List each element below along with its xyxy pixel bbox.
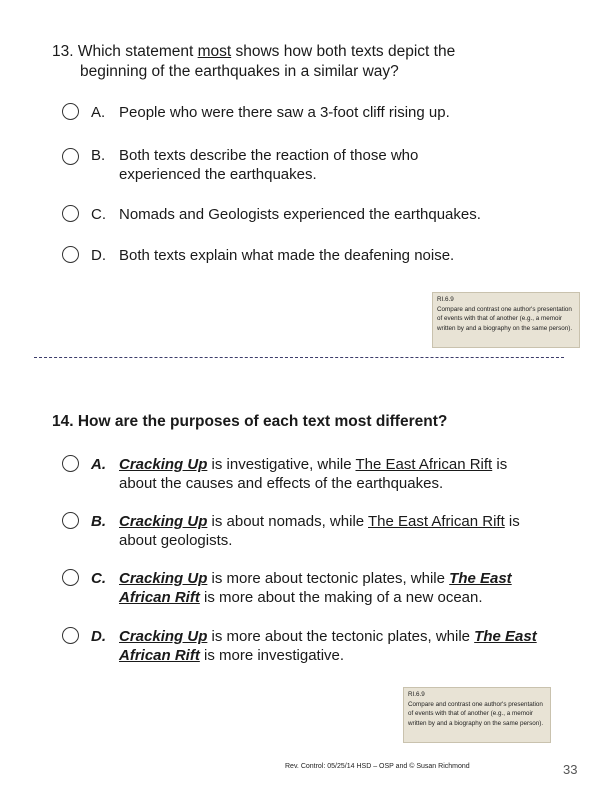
q13-title-line2: beginning of the earthquakes in a similar way? — [80, 63, 399, 80]
option-text: Both texts explain what made the deafening noise. — [119, 247, 455, 264]
option-text: is more about tectonic plates, while — [207, 570, 450, 587]
option-text: is investigative, while — [207, 456, 356, 473]
section-divider — [34, 357, 564, 358]
page-number: 33 — [563, 762, 578, 777]
radio-button[interactable] — [62, 205, 79, 222]
option-text: People who were there saw a 3-foot cliff rising up. — [119, 104, 450, 121]
question-14-title: 14. How are the purposes of each text most different? — [52, 413, 448, 430]
option-letter: C. — [91, 206, 106, 223]
radio-button[interactable] — [62, 627, 79, 644]
option-text: Both texts describe the reaction of those who — [119, 147, 419, 164]
option-text-line2: is more investigative. — [199, 647, 345, 664]
option-letter: B. — [91, 513, 106, 530]
q13-title-emphasis: most — [197, 43, 232, 60]
option-letter: A. — [91, 456, 106, 473]
text-title-ref: Cracking Up — [119, 628, 208, 645]
radio-button[interactable] — [62, 512, 79, 529]
text-title-ref: Cracking Up — [119, 513, 208, 530]
text-title-ref: The East — [449, 570, 512, 587]
q13-title-part2: shows how both texts depict the — [231, 43, 456, 60]
standard-box-q13 — [432, 292, 580, 348]
question-13-title — [52, 42, 572, 82]
option-letter: D. — [91, 628, 106, 645]
radio-button[interactable] — [62, 455, 79, 472]
option-text: is about nomads, while — [207, 513, 369, 530]
text-title-ref: The East — [474, 628, 537, 645]
option-letter: C. — [91, 570, 106, 587]
option-text-line2: about the causes and effects of the earthquakes. — [119, 475, 444, 492]
radio-button[interactable] — [62, 246, 79, 263]
standard-box-q14 — [403, 687, 551, 743]
standard-code: RI.6.9 — [408, 691, 425, 698]
text-title-ref: African Rift — [119, 647, 200, 664]
text-title-ref: The East African Rift — [355, 456, 493, 473]
footer-text: Rev. Control: 05/25/14 HSD – OSP and © Susan Richmond — [285, 763, 470, 770]
option-text: is — [492, 456, 508, 473]
option-text-line2: experienced the earthquakes. — [119, 166, 317, 183]
standard-code: RI.6.9 — [437, 296, 454, 303]
text-title-ref: African Rift — [119, 589, 200, 606]
text-title-ref: Cracking Up — [119, 570, 208, 587]
option-text: is — [504, 513, 520, 530]
radio-button[interactable] — [62, 569, 79, 586]
radio-button[interactable] — [62, 103, 79, 120]
standard-text: Compare and contrast one author's presentation of events with that of another (e.g., a memoir written by and a biography on the same person). — [437, 305, 573, 332]
option-text: Nomads and Geologists experienced the earthquakes. — [119, 206, 481, 223]
text-title-ref: Cracking Up — [119, 456, 208, 473]
q13-title-part1: 13. Which statement — [52, 43, 198, 60]
option-letter: D. — [91, 247, 106, 264]
text-title-ref: The East African Rift — [368, 513, 505, 530]
option-text-line2: about geologists. — [119, 532, 233, 549]
option-text-line2: is more about the making of a new ocean. — [199, 589, 483, 606]
option-letter: A. — [91, 104, 106, 121]
option-letter: B. — [91, 147, 106, 164]
radio-button[interactable] — [62, 148, 79, 165]
standard-text: Compare and contrast one author's presentation of events with that of another (e.g., a memoir written by and a biography on the same person). — [408, 700, 544, 727]
option-text: is more about the tectonic plates, while — [207, 628, 475, 645]
